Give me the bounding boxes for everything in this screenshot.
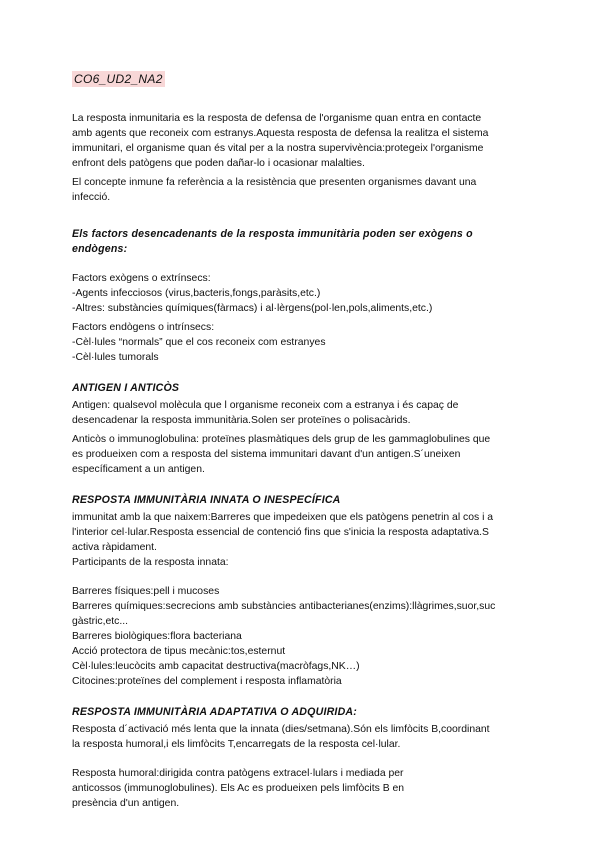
participant-item: Acció protectora de tipus mecànic:tos,esternut (72, 646, 286, 657)
participant-item: Barreres biològiques:flora bacteriana (72, 631, 242, 642)
intro-line: La resposta inmunitaria es la resposta de defensa de l'organisme quan entra en contacte (72, 113, 482, 124)
humoral-text (72, 766, 532, 811)
innata-text (72, 510, 532, 570)
anticos-line: es produeixen com a resposta del sistema immunitari davant d'un antigen.S´uneixen (72, 449, 461, 460)
humoral-line: presència d'un antigen. (72, 798, 180, 809)
document-title: CO6_UD2_NA2 (74, 72, 163, 86)
innata-line: Participants de la resposta innata: (72, 557, 229, 568)
factors-heading (72, 227, 532, 257)
adaptativa-line: Resposta d´activació més lenta que la innata (dies/setmana).Són els limfòcits B,coordinant (72, 724, 490, 735)
adaptativa-text (72, 722, 532, 752)
endogens-item: -Cèl·lules “normals” que el cos reconeix com estranyes (72, 337, 326, 348)
intro-line: El concepte inmune fa referència a la resistència que presenten organismes davant una (72, 177, 477, 188)
participant-item: Barreres químiques:secrecions amb substàncies antibacterianes(enzims):llàgrimes,suor,suc (72, 601, 496, 612)
innata-participants (72, 584, 532, 689)
antigen-heading: ANTIGEN I ANTICÒS (72, 382, 180, 394)
document-page (72, 70, 532, 811)
endogens-block (72, 320, 532, 365)
intro-line: enfront dels patògens que poden dañar-lo i ocasionar malalties. (72, 158, 365, 169)
exogens-item: -Agents infecciosos (virus,bacteris,fongs,paràsits,etc.) (72, 288, 321, 299)
innata-line: l'interior cel·lular.Resposta essencial de contenció fins que s'inicia la resposta adaptativa.S (72, 527, 489, 538)
innata-line: immunitat amb la que naixem:Barreres que impedeixen que els patògens penetrin al cos i a (72, 512, 494, 523)
factors-heading-line: Els factors desencadenants de la resposta immunitària poden ser exògens o (72, 228, 473, 240)
anticos-line: específicament a un antigen. (72, 464, 205, 475)
endogens-title: Factors endògens o intrínsecs: (72, 322, 215, 333)
intro-line: amb agents que reconeix com estranys.Aquesta resposta de defensa la realitza el sistema (72, 128, 489, 139)
endogens-item: -Cèl·lules tumorals (72, 352, 159, 363)
adaptativa-line: la resposta humoral,i els limfòcits T,encarregats de la resposta cel·lular. (72, 739, 401, 750)
humoral-line: Resposta humoral:dirigida contra patògens extracel·lulars i mediada per (72, 768, 404, 779)
intro-line: immunitari, el organisme quan és vital per a la nostra supervivència:protegeix l'organisme (72, 143, 484, 154)
innata-line: activa ràpidament. (72, 542, 157, 553)
anticos-definition (72, 432, 532, 477)
intro-line: infecció. (72, 192, 111, 203)
exogens-title: Factors exògens o extrínsecs: (72, 273, 211, 284)
exogens-item: -Altres: substàncies químiques(fàrmacs) i al·lèrgens(pol·len,pols,aliments,etc.) (72, 303, 433, 314)
participant-item: gàstric,etc... (72, 616, 129, 627)
anticos-line: Anticòs o immunoglobulina: proteïnes plasmàtiques dels grup de les gammaglobulines que (72, 434, 491, 445)
innata-heading: RESPOSTA IMMUNITÀRIA INNATA O INESPECÍFICA (72, 494, 341, 506)
antigen-line: Antigen: qualsevol molècula que l organisme reconeix com a estranya i és capaç de (72, 400, 459, 411)
exogens-block (72, 271, 532, 316)
participant-item: Citocines:proteïnes del complement i resposta inflamatòria (72, 676, 342, 687)
factors-heading-line: endògens: (72, 243, 128, 255)
participant-item: Barreres físiques:pell i mucoses (72, 586, 220, 597)
humoral-line: anticossos (immunoglobulines). Els Ac es produeixen pels limfòcits B en (72, 783, 405, 794)
participant-item: Cèl·lules:leucòcits amb capacitat destructiva(macròfags,NK…) (72, 661, 360, 672)
antigen-line: desencadenar la resposta immunitària.Solen ser proteïnes o polisacàrids. (72, 415, 411, 426)
antigen-definition (72, 398, 532, 428)
intro-paragraph (72, 111, 532, 205)
adaptativa-heading: RESPOSTA IMMUNITÀRIA ADAPTATIVA O ADQUIRIDA: (72, 706, 358, 718)
